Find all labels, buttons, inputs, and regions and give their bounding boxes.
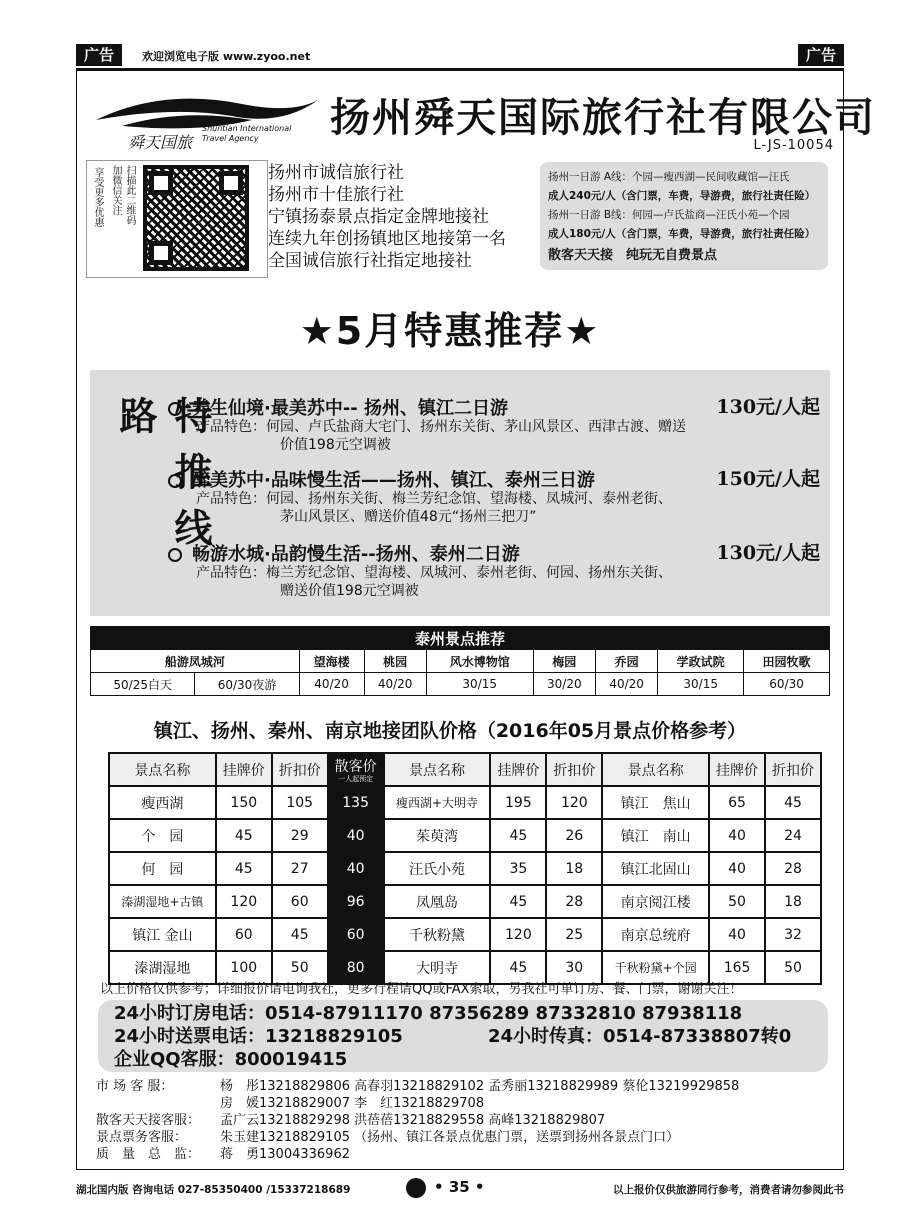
url-text[interactable]: 欢迎浏览电子版 www.zyoo.net [142, 50, 311, 63]
table-header: 田园牧歌 [744, 650, 830, 673]
staff-row: 质 量 总 监： 蒋 勇13004336962 [96, 1147, 350, 1162]
day-tour-b-route: 扬州一日游 B线：何园—卢氏盐商—汪氏小苑—个园 [548, 209, 790, 221]
table-cell: 60/30 [744, 673, 830, 696]
taizhou-title: 泰州景点推荐 [91, 627, 830, 650]
table-cell: 28 [765, 852, 821, 885]
table-cell: 120 [490, 918, 546, 951]
table-cell: 30/20 [533, 673, 595, 696]
slogan-item: 扬州市十佳旅行社 [268, 185, 404, 205]
logo-en: Shuntian International Travel Agency [202, 124, 292, 143]
table-header: 学政试院 [658, 650, 744, 673]
staff-row: 房 媛13218829007 李 红13218829708 [220, 1096, 485, 1111]
logo-text: 舜天国旅 [128, 133, 193, 152]
table-cell: 千秋粉黛 [384, 918, 491, 951]
table-cell: 40 [328, 852, 384, 885]
route-title[interactable]: 养生仙境·最美苏中-- 扬州、镇江二日游 [168, 394, 508, 420]
qr-mid-text1: 加微信关注 [110, 165, 121, 215]
slogan-item: 扬州市诚信旅行社 [268, 163, 404, 183]
route-price: 130元/人起 [716, 396, 820, 418]
route-price: 130元/人起 [716, 542, 820, 564]
table-cell: 大明寺 [384, 951, 491, 984]
table-cell: 茱萸湾 [384, 819, 491, 852]
table-cell: 60 [216, 918, 272, 951]
slogan-item: 宁镇扬泰景点指定金牌地接社 [268, 207, 489, 227]
table-cell: 60 [328, 918, 384, 951]
table-cell: 45 [490, 819, 546, 852]
table-row [109, 819, 821, 852]
qr-mid-text2: 扫描此二维码 [124, 165, 135, 225]
table-cell: 镇江 焦山 [602, 786, 709, 819]
table-row [109, 786, 821, 819]
table-header: 挂牌价 [490, 753, 546, 786]
day-tour-a-price: 成人240元/人（含门票，车费，导游费，旅行社责任险） [548, 190, 816, 202]
table-row [109, 885, 821, 918]
table-cell: 汪氏小苑 [384, 852, 491, 885]
table-cell: 镇江 南山 [602, 819, 709, 852]
table-row [109, 918, 821, 951]
ticket-phone-row [114, 1025, 812, 1048]
table-cell: 凤凰岛 [384, 885, 491, 918]
table-cell: 40 [709, 852, 765, 885]
contact-box [98, 1000, 828, 1072]
table-cell: 105 [272, 786, 328, 819]
slogan-item: 全国诚信旅行社指定地接社 [268, 251, 472, 271]
table-cell: 南京总统府 [602, 918, 709, 951]
table-cell: 50 [765, 951, 821, 984]
ad-tag-right: 广告 [798, 44, 844, 66]
route-title[interactable]: 畅游水城·品韵慢生活--扬州、泰州二日游 [168, 540, 520, 566]
table-cell: 30/15 [658, 673, 744, 696]
footer-right: 以上报价仅供旅游同行参考，消费者请勿参阅此书 [613, 1184, 844, 1196]
slogan-item: 连续九年创扬镇地区地接第一名 [268, 229, 506, 249]
table-header: 乔园 [595, 650, 657, 673]
top-bar [76, 44, 844, 70]
table-header: 景点名称 [109, 753, 216, 786]
staff-list [96, 1078, 739, 1163]
table-header: 挂牌价 [709, 753, 765, 786]
route-price: 150元/人起 [716, 468, 820, 490]
table-cell: 40/20 [595, 673, 657, 696]
table-cell: 50 [709, 885, 765, 918]
table-header: 景点名称 [384, 753, 491, 786]
table-cell: 40 [709, 918, 765, 951]
table-cell: 45 [490, 885, 546, 918]
price-table [108, 752, 822, 985]
table-cell: 瘦西湖 [109, 786, 216, 819]
staff-row: 散客天天接客服： 孟广云13218829298 洪蓓蓓13218829558 高峰13218829807 [96, 1113, 606, 1128]
table-header: 折扣价 [546, 753, 602, 786]
table-cell: 何 园 [109, 852, 216, 885]
table-cell: 个 园 [109, 819, 216, 852]
table-header: 折扣价 [272, 753, 328, 786]
table-cell: 40 [709, 819, 765, 852]
table-header: 船游凤城河 [91, 650, 300, 673]
qr-side-text: 享受更多优惠 [92, 167, 103, 227]
table-cell: 135 [328, 786, 384, 819]
table-header: 桃园 [364, 650, 426, 673]
table-cell: 镇江 金山 [109, 918, 216, 951]
qr-code-icon[interactable] [143, 165, 249, 271]
swoosh-icon [92, 86, 322, 156]
table-cell: 40/20 [299, 673, 364, 696]
day-tour-a-route: 扬州一日游 A线：个园—瘦西湖—民间收藏馆—汪氏 [548, 171, 790, 183]
table-header: 梅园 [533, 650, 595, 673]
ticket-phone[interactable]: 24小时送票电话：13218829105 [114, 1026, 403, 1047]
table-cell: 24 [765, 819, 821, 852]
table-cell: 40 [328, 819, 384, 852]
table-cell: 45 [765, 786, 821, 819]
table-cell: 30 [546, 951, 602, 984]
page-number: • 35 • [434, 1178, 485, 1196]
table-cell: 镇江北固山 [602, 852, 709, 885]
table-cell: 35 [490, 852, 546, 885]
table-header: 景点名称 [602, 753, 709, 786]
table-cell: 50/25白天 [91, 673, 195, 696]
table-cell: 32 [765, 918, 821, 951]
table-row [109, 852, 821, 885]
table-cell: 40/20 [364, 673, 426, 696]
table-cell: 南京阅江楼 [602, 885, 709, 918]
table-cell: 溱湖湿地+古镇 [109, 885, 216, 918]
price-table-title: 镇江、扬州、秦州、南京地接团队价格（2016年05月景点价格参考） [153, 720, 747, 742]
day-tour-slogan: 散客天天接 纯玩无自费景点 [548, 248, 718, 263]
footer-left: 湖北国内版 咨询电话 027-85350400 /15337218689 [76, 1184, 351, 1196]
table-cell: 28 [546, 885, 602, 918]
table-cell: 50 [272, 951, 328, 984]
table-cell: 18 [765, 885, 821, 918]
staff-row: 景点票务客服： 朱玉建13218829105 （扬州、镇江各景点优惠门票，送票到扬州各景点门口） [96, 1130, 680, 1145]
table-cell: 60 [272, 885, 328, 918]
qq-service[interactable]: 企业QQ客服：800019415 [114, 1049, 348, 1070]
table-cell: 195 [490, 786, 546, 819]
table-cell: 96 [328, 885, 384, 918]
table-cell: 29 [272, 819, 328, 852]
table-cell: 30/15 [426, 673, 533, 696]
table-cell: 165 [709, 951, 765, 984]
table-cell: 120 [216, 885, 272, 918]
table-cell: 千秋粉黛+个园 [602, 951, 709, 984]
route-title[interactable]: 醉美苏中·品味慢生活——扬州、镇江、泰州三日游 [168, 466, 595, 492]
table-cell: 150 [216, 786, 272, 819]
table-cell: 45 [216, 852, 272, 885]
slogan-list [268, 162, 506, 272]
company-name: 扬州舜天国际旅行社有限公司 [330, 94, 876, 141]
staff-row: 市 场 客 服： 杨 彤13218829806 高春羽13218829102 孟秀丽13218829989 蔡伦13219929858 [96, 1079, 740, 1094]
table-header: 散客价 一人起预定 [328, 753, 384, 786]
table-cell: 25 [546, 918, 602, 951]
table-cell: 27 [272, 852, 328, 885]
table-cell: 80 [328, 951, 384, 984]
route-desc: 产品特色：何园、卢氏盐商大宅门、扬州东关街、茅山风景区、西津古渡、赠送 价值198元空调被 [196, 419, 686, 453]
table-cell: 溱湖湿地 [109, 951, 216, 984]
day-tour-box [540, 162, 828, 270]
table-cell: 瘦西湖+大明寺 [384, 786, 491, 819]
qr-block [86, 160, 268, 278]
route-desc: 产品特色：何园、扬州东关街、梅兰芳纪念馆、望海楼、凤城河、泰州老街、 茅山风景区、赠送价值48元“扬州三把刀” [196, 491, 672, 525]
table-cell: 45 [216, 819, 272, 852]
page-footer [76, 1172, 844, 1202]
table-cell: 45 [490, 951, 546, 984]
hotel-phone[interactable]: 24小时订房电话：0514-87911170 87356289 87332810 87938118 [114, 1003, 743, 1024]
table-cell: 26 [546, 819, 602, 852]
table-header: 挂牌价 [216, 753, 272, 786]
taizhou-table [90, 626, 830, 696]
routes-panel [90, 370, 830, 616]
table-cell: 120 [546, 786, 602, 819]
table-cell: 18 [546, 852, 602, 885]
magazine-logo-icon [406, 1178, 426, 1198]
price-note: 以上价格仅供参考；详细报价请电询我社，更多行程请QQ或FAX索取，另我社可单订房、餐、门票，谢谢关注！ [100, 982, 743, 997]
special-title: ★5月特惠推荐★ [299, 309, 601, 353]
ad-tag-left: 广告 [76, 44, 122, 66]
day-tour-b-price: 成人180元/人（含门票，车费，导游费，旅行社责任险） [548, 228, 816, 240]
fax-number[interactable]: 24小时传真：0514-87338807转0 [488, 1026, 792, 1047]
table-cell: 60/30夜游 [195, 673, 299, 696]
table-header: 风水博物馆 [426, 650, 533, 673]
route-desc: 产品特色：梅兰芳纪念馆、望海楼、凤城河、泰州老街、何园、扬州东关街、 赠送价值198元空调被 [196, 565, 672, 599]
table-cell: 45 [272, 918, 328, 951]
table-header: 望海楼 [299, 650, 364, 673]
routes-label: 特推线路 [113, 396, 213, 564]
table-cell: 100 [216, 951, 272, 984]
table-cell: 65 [709, 786, 765, 819]
company-logo [92, 86, 322, 156]
license-number: L-JS-10054 [753, 138, 834, 153]
table-header: 折扣价 [765, 753, 821, 786]
